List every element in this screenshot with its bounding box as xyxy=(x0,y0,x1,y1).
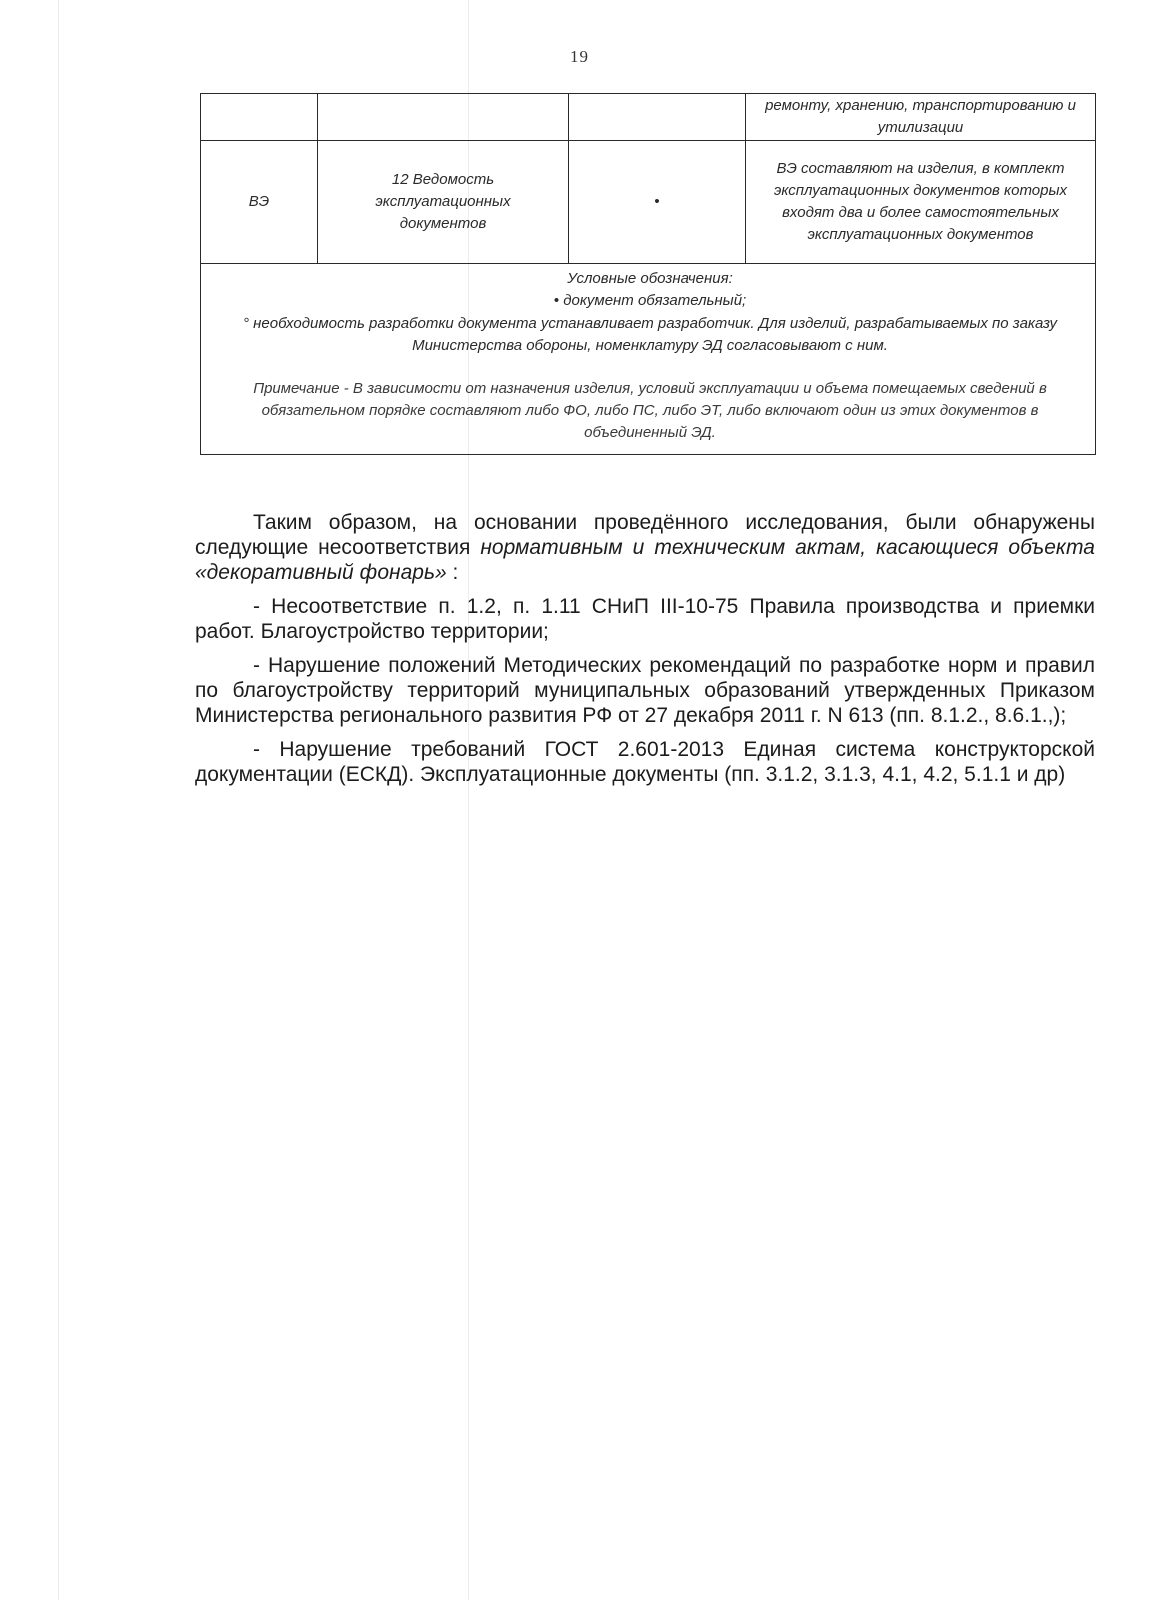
list-item: - Нарушение требований ГОСТ 2.601-2013 Единая система конструкторской документации (ЕСКД). Эксплуатационные документы (пп. 3.1.2, 3.1.3, 4.1, 4.2, 5.1.1 и др) xyxy=(195,738,1095,786)
legend-title: Условные обозначения: xyxy=(567,270,733,287)
document-name: 12 Ведомость эксплуатационных документов xyxy=(375,171,511,232)
list-item: - Нарушение положений Методических рекомендаций по разработке норм и правил по благоустройству территорий муниципальных образований утвержденных Приказом Министерства регионального развития РФ от 27 декабря 2011 г. N 613 (пп. 8.1.2., 8.6.1.,); xyxy=(195,654,1095,727)
table-note: Примечание - В зависимости от назначения изделия, условий эксплуатации и объема помещаемых сведений в обязательном порядке составляют либо ФО, либо ПС, либо ЭТ, либо включают один из этих документов в объединенный ЭД. xyxy=(253,380,1047,441)
legend-optional: ° необходимость разработки документа устанавливает разработчик. Для изделий, разрабатываемых по заказу Министерства обороны, номенклатуру ЭД согласовывают с ним. xyxy=(243,315,1057,354)
body-text xyxy=(195,510,1095,796)
page-number: 19 xyxy=(570,47,589,66)
intro-paragraph xyxy=(195,510,1095,585)
legend-required: • документ обязательный; xyxy=(553,292,747,309)
table-cell-mark xyxy=(569,94,746,140)
table-cell-code xyxy=(201,141,318,263)
table-cell-name xyxy=(318,94,569,140)
table-legend-cell xyxy=(201,264,1095,454)
scan-artifact-line xyxy=(58,0,59,1600)
intro-italic-text: нормативным и техническим актам, касающиеся объекта «декоративный фонарь» xyxy=(195,536,1095,584)
list-item: - Несоответствие п. 1.2, п. 1.11 СНиП III-10-75 Правила производства и приемки работ. Благоустройство территории; xyxy=(195,595,1095,643)
document-description: ВЭ составляют на изделия, в комплект эксплуатационных документов которых входят два и более самостоятельных эксплуатационных документов xyxy=(773,160,1068,243)
table-cell-name xyxy=(318,141,569,263)
document-code: ВЭ xyxy=(248,193,270,210)
table-cell-mark xyxy=(569,141,746,263)
table-cell-description xyxy=(746,141,1095,263)
bullet-icon: • xyxy=(654,193,660,210)
table-row xyxy=(201,141,1095,264)
table-cell-description xyxy=(746,94,1095,140)
table-cell-code xyxy=(201,94,318,140)
table-row xyxy=(201,94,1095,141)
intro-end: : xyxy=(446,561,459,584)
cell-text: ремонту, хранению, транспортированию и утилизации xyxy=(765,97,1076,136)
documents-table xyxy=(200,93,1096,455)
intro-text: Таким образом, на основании проведённого исследования, были обнаружены следующие несоответствия xyxy=(195,511,1095,559)
